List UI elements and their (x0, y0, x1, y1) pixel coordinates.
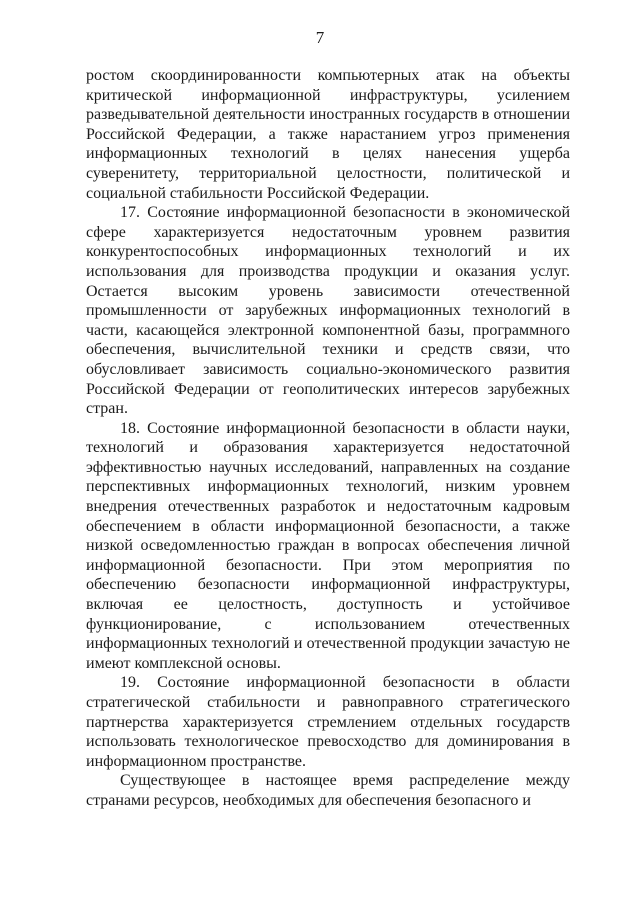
page-number: 7 (315, 28, 325, 47)
paragraph-19: 19. Состояние информационной безопасности в области стратегической стабильности и равноправного стратегического партнерства характеризуется стремлением отдельных государств использовать технологическое превосходство для доминирования в информационном пространстве. (86, 674, 570, 770)
body-text (86, 66, 570, 811)
paragraph-18: 18. Состояние информационной безопасности в области науки, технологий и образования характеризуется недостаточной эффективностью научных исследований, направленных на создание перспективных информационных технологий, низким уровнем внедрения отечественных разработок и недостаточным кадровым обеспечением в области информационной безопасности, а также низкой осведомленностью граждан в вопросах обеспечения личной информационной безопасности. При этом мероприятия по обеспечению безопасности информационной инфраструктуры, включая ее целостность, доступность и устойчивое функционирование, с использованием отечественных информационных технологий и отечественной продукции зачастую не имеют комплексной основы. (86, 419, 570, 672)
paragraph-17: 17. Состояние информационной безопасности в экономической сфере характеризуется недостаточным уровнем развития конкурентоспособных информационных технологий и их использования для производства продукции и оказания услуг. Остается высоким уровень зависимости отечественной промышленности от зарубежных информационных технологий в части, касающейся электронной компонентной базы, программного обеспечения, вычислительной техники и средств связи, что обусловливает зависимость социально-экономического развития Российской Федерации от геополитических интересов зарубежных стран. (86, 204, 570, 418)
paragraph-continuation: ростом скоординированности компьютерных атак на объекты критической информационной инфраструктуры, усилением разведывательной деятельности иностранных государств в отношении Российской Федерации, а также нарастанием угроз применения информационных технологий в целях нанесения ущерба суверенитету, территориальной целостности, политической и социальной стабильности Российской Федерации. (86, 67, 570, 202)
paragraph-next: Существующее в настоящее время распределение между странами ресурсов, необходимых для обеспечения безопасного и (86, 772, 570, 809)
